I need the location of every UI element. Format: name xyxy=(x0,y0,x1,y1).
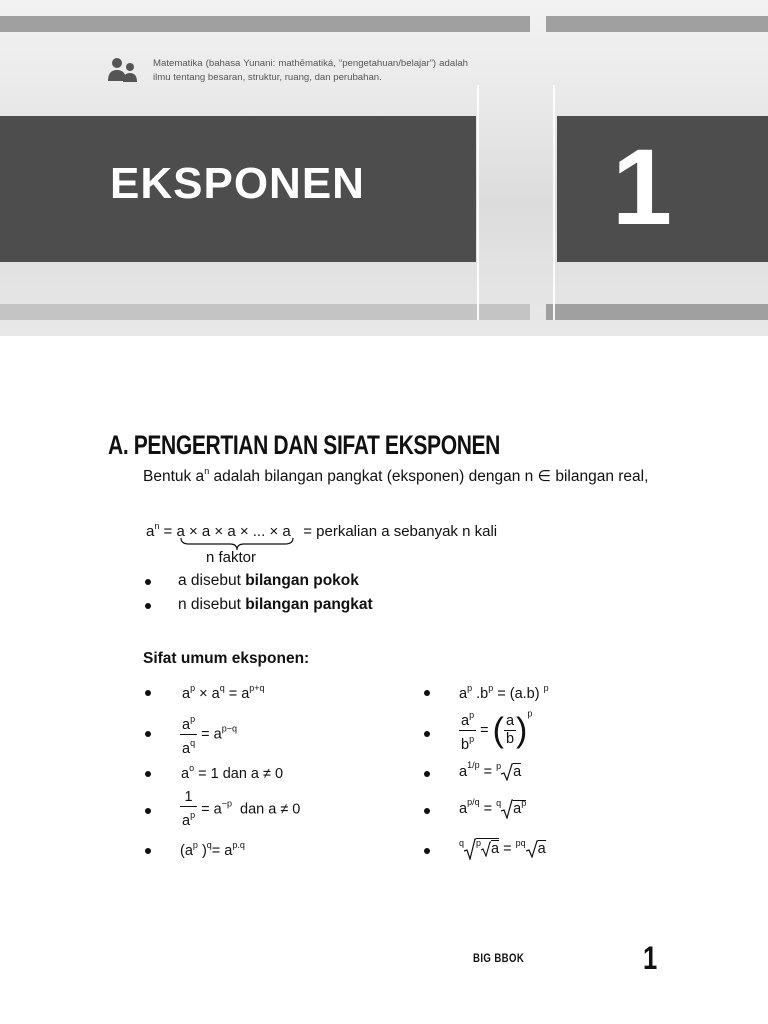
header-stripe-top xyxy=(0,16,530,32)
chapter-number: 1 xyxy=(612,126,673,247)
property-negative-exponent: $\frac{1}{a^p}$ = $a^{-p}$ dan a ≠ 0 xyxy=(182,789,301,829)
radical-icon xyxy=(526,840,538,858)
bullet xyxy=(145,579,151,585)
brace-label: n faktor xyxy=(206,549,257,566)
property-nested-root: $^q$ $^p$ a = $^{pq}$ a xyxy=(459,838,546,860)
bullet xyxy=(424,690,430,696)
property-power-rule: ($a^p$ )$^q= a^{p.q}$ xyxy=(180,840,245,859)
header-divider xyxy=(553,85,555,320)
property-quotient-rule: $\frac{a^p}{a^q}$ = $a^{p-q}$ xyxy=(180,711,237,758)
radical-icon xyxy=(501,763,513,781)
bullet xyxy=(145,731,151,737)
properties-heading: Sifat umum eksponen: xyxy=(143,650,310,667)
bullet xyxy=(145,771,151,777)
property-unit-fraction-exponent: $a^{1/p} = ^p$ a xyxy=(459,760,522,780)
bullet xyxy=(145,603,151,609)
exponent-definition: $a^n = a \times a \times a$ × ... × a = perkalian a sebanyak n kali xyxy=(146,521,498,540)
bullet xyxy=(145,690,151,696)
property-same-power-product: $a^p$ $.b^p = (a.b)$ $^p$ xyxy=(459,683,549,702)
section-intro: Bentuk $a^n$ adalah bilangan pangkat (eksponen) dengan n ∈ bilangan real, xyxy=(143,466,649,485)
header-stripe-top-right xyxy=(546,16,768,32)
bullet xyxy=(424,848,430,854)
bullet xyxy=(424,731,430,737)
radical-icon xyxy=(481,841,491,857)
header-divider xyxy=(477,85,479,320)
property-product-rule: $a^p \times a^q = a^{p+q}$ xyxy=(182,683,265,702)
footer-brand: BIG BBOK xyxy=(473,951,525,965)
bullet xyxy=(145,848,151,854)
bullet-item: n disebut bilangan pangkat xyxy=(178,596,373,613)
section-title: A. PENGERTIAN DAN SIFAT EKSPONEN xyxy=(108,430,500,460)
radical-icon xyxy=(464,838,476,860)
header-stripe-bottom-right xyxy=(546,304,768,320)
property-same-power-quotient: $\frac{a^p}{b^p}$ = ( $\frac{a}{b}$ )$^p$ xyxy=(461,708,533,753)
header-stripe-bottom xyxy=(0,304,530,320)
bullet xyxy=(424,771,430,777)
property-fraction-exponent: $a^{p/q} = ^q$ $a^p$ xyxy=(459,797,526,819)
bullet-item: a disebut bilangan pokok xyxy=(178,572,359,589)
bullet xyxy=(145,808,151,814)
radical-icon xyxy=(501,799,513,819)
property-zero-exponent: $a^o = 1$ dan a ≠ 0 xyxy=(181,763,284,782)
bullet xyxy=(424,808,430,814)
chapter-intro: Matematika (bahasa Yunani: mathēmatiká, “pengetahuan/belajar”) adalah ilmu tentang besaran, struktur, ruang, dan perubahan. xyxy=(153,58,468,83)
chapter-title: EKSPONEN xyxy=(110,159,365,208)
page-number: 1 xyxy=(643,940,658,976)
people-icon xyxy=(108,57,138,83)
